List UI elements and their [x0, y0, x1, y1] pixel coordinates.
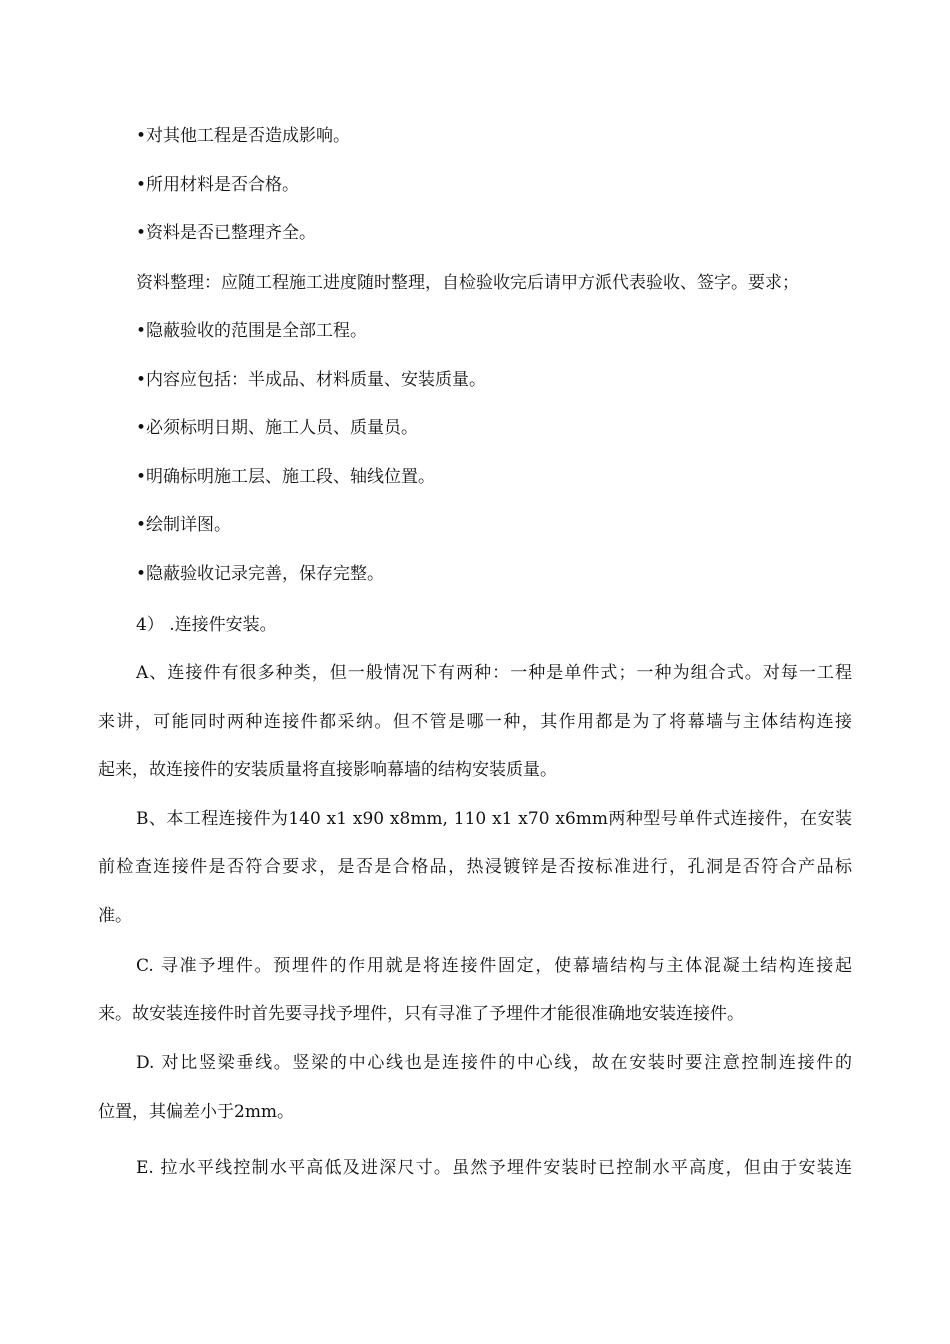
bullet-item: •隐蔽验收记录完善，保存完整。: [136, 564, 385, 584]
paragraph-b-line: B、本工程连接件为140 x1 x90 x8mm, 110 x1 x70 x6mm两种型号单件式连接件，在安装: [136, 809, 852, 829]
paragraph-d-line: D. 对比竖梁垂线。竖梁的中心线也是连接件的中心线，故在安装时要注意控制连接件的: [136, 1053, 852, 1073]
paragraph-a-line: A、连接件有很多种类，但一般情况下有两种：一种是单件式；一种为组合式。对每一工程: [136, 663, 852, 683]
data-organization-heading: 资料整理：应随工程施工进度随时整理，自检验收完后请甲方派代表验收、签字。要求；: [136, 273, 799, 293]
bullet-item: •所用材料是否合格。: [136, 175, 300, 195]
section-title: 4） .连接件安装。: [136, 615, 277, 635]
paragraph-c-line: 来。故安装连接件时首先要寻找予埋件，只有寻准了予埋件才能很准确地安装连接件。: [98, 1004, 744, 1024]
bullet-item: •必须标明日期、施工人员、质量员。: [136, 418, 419, 438]
bullet-item: •对其他工程是否造成影响。: [136, 126, 351, 146]
paragraph-e-line: E. 拉水平线控制水平高低及进深尺寸。虽然予埋件安装时已控制水平高度，但由于安装连: [136, 1158, 852, 1178]
bullet-item: •绘制详图。: [136, 515, 232, 535]
paragraph-b-line: 前检查连接件是否符合要求，是否是合格品，热浸镀锌是否按标准进行，孔洞是否符合产品标: [98, 857, 852, 877]
bullet-item: •资料是否已整理齐全。: [136, 223, 317, 243]
paragraph-b-line: 准。: [98, 906, 132, 926]
paragraph-a-line: 起来，故连接件的安装质量将直接影响幕墙的结构安装质量。: [98, 760, 557, 780]
paragraph-a-line: 来讲，可能同时两种连接件都采纳。但不管是哪一种，其作用都是为了将幕墙与主体结构连接: [98, 712, 852, 732]
bullet-item: •内容应包括：半成品、材料质量、安装质量。: [136, 370, 487, 390]
paragraph-c-line: C. 寻准予埋件。预埋件的作用就是将连接件固定，使幕墙结构与主体混凝土结构连接起: [136, 956, 852, 976]
bullet-item: •明确标明施工层、施工段、轴线位置。: [136, 467, 436, 487]
paragraph-d-line: 位置，其偏差小于2mm。: [98, 1102, 295, 1122]
bullet-item: •隐蔽验收的范围是全部工程。: [136, 321, 368, 341]
